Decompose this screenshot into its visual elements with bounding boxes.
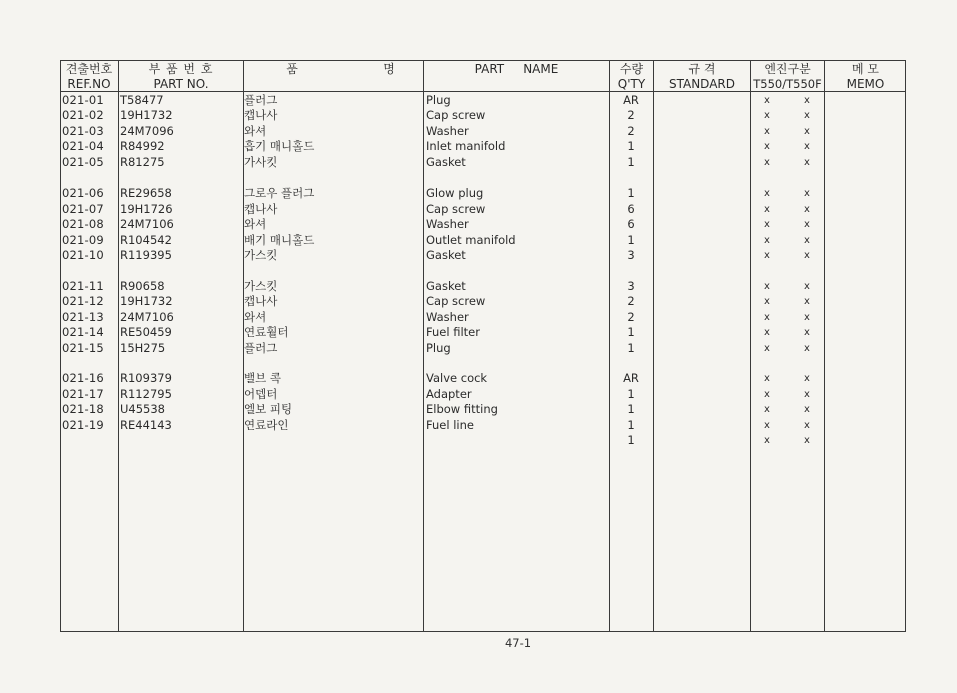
part-name-ko: 가스킷 (244, 248, 278, 262)
part-no: 24M7096 (120, 124, 174, 138)
t550-mark: x (764, 373, 770, 384)
ref-no: 021-13 (62, 310, 104, 324)
quantity: 1 (627, 341, 635, 355)
t550f-mark: x (804, 110, 810, 121)
part-name-en: Fuel filter (426, 325, 480, 339)
part-name-en: Gasket (426, 155, 466, 169)
t550f-mark: x (804, 420, 810, 431)
part-name-ko: 연료훨터 (244, 325, 289, 339)
ref-no: 021-11 (62, 279, 104, 293)
quantity: AR (623, 93, 639, 107)
part-no: 19H1732 (120, 294, 173, 308)
ref-no: 021-18 (62, 402, 104, 416)
quantity: 3 (627, 248, 635, 262)
t550-mark: x (764, 157, 770, 168)
part-no: R84992 (120, 139, 165, 153)
part-no: 19H1732 (120, 108, 173, 122)
quantity: 1 (627, 433, 635, 447)
ref-no: 021-17 (62, 387, 104, 401)
part-name-en: Gasket (426, 248, 466, 262)
t550-mark: x (764, 110, 770, 121)
t550-mark: x (764, 327, 770, 338)
ref-no: 021-19 (62, 418, 104, 432)
t550f-mark: x (804, 250, 810, 261)
part-name-en: Plug (426, 93, 451, 107)
quantity: 3 (627, 279, 635, 293)
table-row (0, 325, 957, 340)
t550f-mark: x (804, 141, 810, 152)
part-name-en: Washer (426, 217, 469, 231)
quantity: 1 (627, 155, 635, 169)
quantity: 2 (627, 310, 635, 324)
ref-no: 021-06 (62, 186, 104, 200)
quantity: 2 (627, 124, 635, 138)
t550f-mark: x (804, 235, 810, 246)
ref-no: 021-05 (62, 155, 104, 169)
quantity: 1 (627, 402, 635, 416)
part-name-ko: 연료라인 (244, 418, 289, 432)
part-name-en: Gasket (426, 279, 466, 293)
part-name-en: Cap screw (426, 202, 486, 216)
table-row (0, 310, 957, 325)
part-no: R119395 (120, 248, 172, 262)
part-name-en: Cap screw (426, 294, 486, 308)
t550-mark: x (764, 141, 770, 152)
part-name-en: Cap screw (426, 108, 486, 122)
part-name-ko: 와셔 (244, 124, 267, 138)
t550-mark: x (764, 420, 770, 431)
ref-no: 021-12 (62, 294, 104, 308)
ref-no: 021-07 (62, 202, 104, 216)
header-qty-ko: 수량 (619, 62, 644, 76)
part-no: RE44143 (120, 418, 172, 432)
t550f-mark: x (804, 312, 810, 323)
table-row (0, 402, 957, 417)
quantity: 1 (627, 233, 635, 247)
part-no: R81275 (120, 155, 165, 169)
t550-mark: x (764, 435, 770, 446)
t550-mark: x (764, 312, 770, 323)
quantity: 1 (627, 418, 635, 432)
table-row (0, 418, 957, 433)
part-name-en: Inlet manifold (426, 139, 506, 153)
header-name-ko-2: 명 (383, 62, 395, 76)
t550f-mark: x (804, 389, 810, 400)
header-engine-ko: 엔진구분 (764, 62, 811, 76)
quantity: 2 (627, 294, 635, 308)
part-name-ko: 플러그 (244, 341, 278, 355)
part-name-ko: 캡나사 (244, 108, 278, 122)
t550f-mark: x (804, 204, 810, 215)
t550f-mark: x (804, 219, 810, 230)
part-name-ko: 가스킷 (244, 279, 278, 293)
quantity: 1 (627, 387, 635, 401)
ref-no: 021-01 (62, 93, 104, 107)
t550f-mark: x (804, 95, 810, 106)
table-row (0, 341, 957, 356)
quantity: 1 (627, 325, 635, 339)
quantity: 6 (627, 217, 635, 231)
ref-no: 021-10 (62, 248, 104, 262)
part-name-ko: 캡나사 (244, 202, 278, 216)
t550-mark: x (764, 188, 770, 199)
t550-mark: x (764, 250, 770, 261)
header-memo-ko: 메 모 (852, 62, 879, 76)
table-row (0, 108, 957, 123)
part-name-ko: 와셔 (244, 217, 267, 231)
part-name-ko: 엘보 피팅 (244, 402, 293, 416)
t550-mark: x (764, 343, 770, 354)
ref-no: 021-16 (62, 371, 104, 385)
part-no: R104542 (120, 233, 172, 247)
t550-mark: x (764, 389, 770, 400)
header-partno-en: PART NO. (153, 77, 209, 91)
part-name-en: Glow plug (426, 186, 484, 200)
table-row (0, 217, 957, 232)
part-name-en: Outlet manifold (426, 233, 516, 247)
quantity: AR (623, 371, 639, 385)
table-row (0, 202, 957, 217)
ref-no: 021-15 (62, 341, 104, 355)
part-no: 19H1726 (120, 202, 173, 216)
part-no: R90658 (120, 279, 165, 293)
ref-no: 021-08 (62, 217, 104, 231)
quantity: 1 (627, 186, 635, 200)
t550-mark: x (764, 204, 770, 215)
header-ref-en: REF.NO (67, 77, 111, 91)
t550-mark: x (764, 404, 770, 415)
part-name-ko: 가사킷 (244, 155, 278, 169)
t550f-mark: x (804, 281, 810, 292)
quantity: 1 (627, 139, 635, 153)
table-row (0, 186, 957, 201)
part-name-en: Adapter (426, 387, 472, 401)
t550-mark: x (764, 281, 770, 292)
t550f-mark: x (804, 126, 810, 137)
t550-mark: x (764, 235, 770, 246)
part-name-en: Valve cock (426, 371, 488, 385)
part-no: U45538 (120, 402, 166, 416)
header-ref-ko: 견출번호 (65, 62, 113, 76)
part-name-ko: 배기 매니홀드 (244, 233, 315, 247)
part-no: R112795 (120, 387, 172, 401)
table-row (0, 387, 957, 402)
t550f-mark: x (804, 404, 810, 415)
header-standard-ko: 규 격 (688, 62, 716, 76)
part-name-ko: 밸브 콕 (244, 371, 281, 385)
table-row (0, 155, 957, 170)
ref-no: 021-09 (62, 233, 104, 247)
table-row (0, 233, 957, 248)
t550-mark: x (764, 126, 770, 137)
t550f-mark: x (804, 188, 810, 199)
header-divider (60, 91, 906, 92)
t550-mark: x (764, 219, 770, 230)
part-no: T58477 (120, 93, 164, 107)
t550f-mark: x (804, 327, 810, 338)
quantity: 6 (627, 202, 635, 216)
header-engine-en: T550/T550F (753, 78, 822, 91)
part-name-en: Elbow fitting (426, 402, 498, 416)
table-row (0, 139, 957, 154)
t550f-mark: x (804, 157, 810, 168)
part-no: 15H275 (120, 341, 166, 355)
table-row (0, 279, 957, 294)
table-row (0, 294, 957, 309)
table-row (0, 93, 957, 108)
header-name-ko-1: 품 (286, 62, 298, 76)
ref-no: 021-02 (62, 108, 104, 122)
part-name-ko: 와셔 (244, 310, 267, 324)
header-standard-en: STANDARD (668, 77, 736, 91)
t550f-mark: x (804, 296, 810, 307)
header-name-en: PART NAME (474, 62, 559, 76)
quantity: 2 (627, 108, 635, 122)
table-row (0, 124, 957, 139)
page-number: 47-1 (504, 636, 532, 650)
part-name-en: Fuel line (426, 418, 474, 432)
header-memo-en: MEMO (846, 77, 885, 91)
part-name-ko: 그로우 플러그 (244, 186, 315, 200)
part-no: RE50459 (120, 325, 172, 339)
t550f-mark: x (804, 435, 810, 446)
part-no: 24M7106 (120, 217, 174, 231)
part-name-en: Plug (426, 341, 451, 355)
ref-no: 021-14 (62, 325, 104, 339)
table-row (0, 371, 957, 386)
part-name-en: Washer (426, 310, 469, 324)
part-name-en: Washer (426, 124, 469, 138)
part-name-ko: 흡기 매니홀드 (244, 139, 315, 153)
t550f-mark: x (804, 373, 810, 384)
ref-no: 021-04 (62, 139, 104, 153)
part-name-ko: 어뎁터 (244, 387, 278, 401)
t550-mark: x (764, 296, 770, 307)
ref-no: 021-03 (62, 124, 104, 138)
part-no: RE29658 (120, 186, 172, 200)
t550f-mark: x (804, 343, 810, 354)
part-name-ko: 캡나사 (244, 294, 278, 308)
t550-mark: x (764, 95, 770, 106)
part-no: R109379 (120, 371, 172, 385)
table-row (0, 248, 957, 263)
header-qty-en: Q'TY (617, 77, 646, 91)
header-partno-ko: 부 품 번 호 (148, 62, 214, 76)
part-name-ko: 플러그 (244, 93, 278, 107)
table-row (0, 433, 957, 448)
part-no: 24M7106 (120, 310, 174, 324)
